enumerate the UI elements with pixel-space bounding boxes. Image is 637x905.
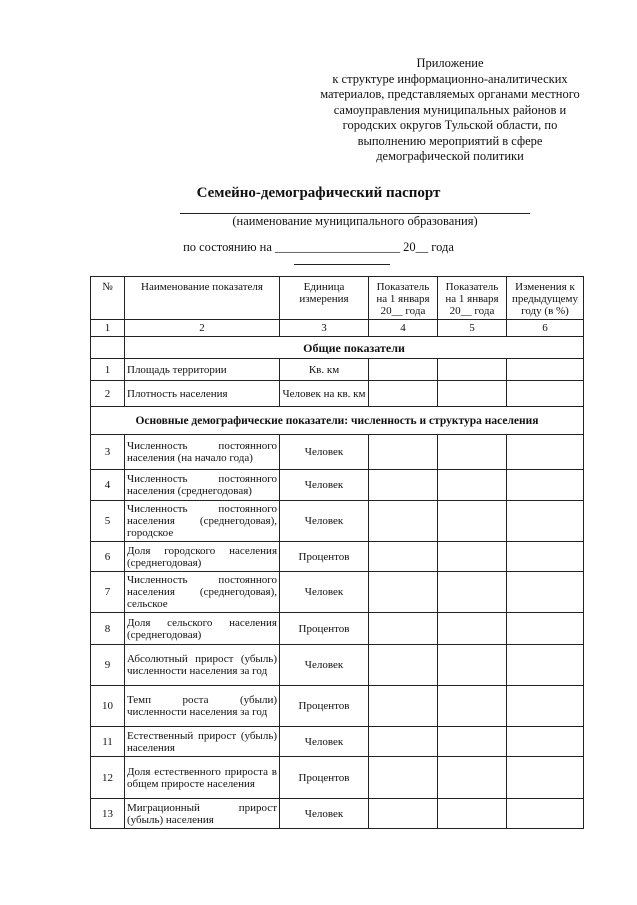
table-row xyxy=(91,470,584,501)
value-cell xyxy=(369,613,438,645)
table-row xyxy=(91,435,584,470)
section-title: Основные демографические показатели: численность и структура населения xyxy=(91,407,584,435)
column-number: 6 xyxy=(507,320,584,337)
indicator-unit: Человек xyxy=(280,572,369,613)
indicator-unit: Человек на кв. км xyxy=(280,381,369,407)
indicator-unit: Процентов xyxy=(280,686,369,727)
table-row xyxy=(91,686,584,727)
section-row-general xyxy=(91,337,584,359)
column-number-row xyxy=(91,320,584,337)
indicator-unit: Человек xyxy=(280,799,369,829)
value-cell xyxy=(369,470,438,501)
date-underline xyxy=(294,264,390,265)
empty-cell xyxy=(91,337,125,359)
indicator-unit: Человек xyxy=(280,727,369,757)
header-value-2: Показатель на 1 января 20__ года xyxy=(438,277,507,320)
row-number: 3 xyxy=(91,435,125,470)
value-cell xyxy=(507,686,584,727)
value-cell xyxy=(438,501,507,542)
passport-table xyxy=(90,276,584,829)
row-number: 7 xyxy=(91,572,125,613)
indicator-unit: Человек xyxy=(280,435,369,470)
value-cell xyxy=(438,645,507,686)
appendix-line: городских округов Тульской области, по xyxy=(342,118,558,132)
value-cell xyxy=(507,572,584,613)
column-number: 3 xyxy=(280,320,369,337)
indicator-name: Миграционный прирост (убыль) населения xyxy=(125,799,280,829)
value-cell xyxy=(507,470,584,501)
table-row xyxy=(91,359,584,381)
row-number: 8 xyxy=(91,613,125,645)
value-cell xyxy=(438,572,507,613)
appendix-line: к структуре информационно-аналитических xyxy=(332,71,568,86)
table-row xyxy=(91,727,584,757)
value-cell xyxy=(369,381,438,407)
table-row xyxy=(91,645,584,686)
value-cell xyxy=(507,757,584,799)
value-cell xyxy=(438,799,507,829)
value-cell xyxy=(438,359,507,381)
value-cell xyxy=(438,542,507,572)
appendix-line: самоуправления муниципальных районов и xyxy=(333,102,567,117)
row-number: 5 xyxy=(91,501,125,542)
value-cell xyxy=(369,799,438,829)
value-cell xyxy=(438,381,507,407)
value-cell xyxy=(507,613,584,645)
appendix-line: Приложение xyxy=(416,56,484,70)
table-row xyxy=(91,542,584,572)
indicator-unit: Человек xyxy=(280,501,369,542)
date-line: по состоянию на ____________________ 20__ года xyxy=(183,240,454,254)
appendix-line: демографической политики xyxy=(376,149,524,163)
column-number: 5 xyxy=(438,320,507,337)
table-row xyxy=(91,757,584,799)
value-cell xyxy=(507,381,584,407)
row-number: 1 xyxy=(91,359,125,381)
indicator-name: Плотность населения xyxy=(125,381,280,407)
document-title: Семейно-демографический паспорт xyxy=(196,185,441,201)
municipality-caption: (наименование муниципального образования) xyxy=(232,214,478,228)
column-number: 4 xyxy=(369,320,438,337)
indicator-name: Численность постоянного населения (среднегодовая), городское xyxy=(125,501,280,542)
value-cell xyxy=(438,470,507,501)
indicator-unit: Процентов xyxy=(280,613,369,645)
row-number: 2 xyxy=(91,381,125,407)
indicator-unit: Процентов xyxy=(280,757,369,799)
value-cell xyxy=(507,435,584,470)
header-change: Изменения к предыдущему году (в %) xyxy=(507,277,584,320)
table-row xyxy=(91,572,584,613)
row-number: 9 xyxy=(91,645,125,686)
value-cell xyxy=(507,501,584,542)
value-cell xyxy=(507,542,584,572)
table-row xyxy=(91,613,584,645)
value-cell xyxy=(369,572,438,613)
row-number: 13 xyxy=(91,799,125,829)
indicator-name: Численность постоянного населения (среднегодовая) xyxy=(125,470,280,501)
indicator-name: Доля городского населения (среднегодовая) xyxy=(125,542,280,572)
indicator-name: Естественный прирост (убыль) населения xyxy=(125,727,280,757)
header-unit: Единица измерения xyxy=(280,277,369,320)
appendix-line: материалов, представляемых органами местного xyxy=(320,87,580,101)
section-row-main xyxy=(91,407,584,435)
value-cell xyxy=(507,727,584,757)
indicator-unit: Кв. км xyxy=(280,359,369,381)
value-cell xyxy=(507,799,584,829)
value-cell xyxy=(507,645,584,686)
value-cell xyxy=(369,686,438,727)
indicator-name: Абсолютный прирост (убыль) численности населения за год xyxy=(125,645,280,686)
indicator-name: Темп роста (убыли) численности населения за год xyxy=(125,686,280,727)
indicator-unit: Человек xyxy=(280,470,369,501)
table-header-row xyxy=(91,277,584,320)
value-cell xyxy=(369,501,438,542)
value-cell xyxy=(438,613,507,645)
indicator-name: Численность постоянного населения (среднегодовая), сельское xyxy=(125,572,280,613)
row-number: 11 xyxy=(91,727,125,757)
value-cell xyxy=(438,727,507,757)
indicator-unit: Процентов xyxy=(280,542,369,572)
header-indicator-name: Наименование показателя xyxy=(125,277,280,320)
row-number: 6 xyxy=(91,542,125,572)
value-cell xyxy=(369,542,438,572)
column-number: 1 xyxy=(91,320,125,337)
header-number: № xyxy=(91,277,125,320)
column-number: 2 xyxy=(125,320,280,337)
value-cell xyxy=(369,757,438,799)
table-row xyxy=(91,501,584,542)
indicator-name: Численность постоянного населения (на начало года) xyxy=(125,435,280,470)
value-cell xyxy=(369,727,438,757)
value-cell xyxy=(369,359,438,381)
value-cell xyxy=(369,645,438,686)
header-value-1: Показатель на 1 января 20__ года xyxy=(369,277,438,320)
value-cell xyxy=(369,435,438,470)
value-cell xyxy=(507,359,584,381)
value-cell xyxy=(438,757,507,799)
indicator-name: Площадь территории xyxy=(125,359,280,381)
indicator-name: Доля естественного прироста в общем приросте населения xyxy=(125,757,280,799)
row-number: 4 xyxy=(91,470,125,501)
table-row xyxy=(91,799,584,829)
appendix-line: выполнению мероприятий в сфере xyxy=(357,133,543,148)
value-cell xyxy=(438,686,507,727)
indicator-unit: Человек xyxy=(280,645,369,686)
row-number: 10 xyxy=(91,686,125,727)
table-row xyxy=(91,381,584,407)
indicator-name: Доля сельского населения (среднегодовая) xyxy=(125,613,280,645)
section-title: Общие показатели xyxy=(125,337,584,359)
appendix-note xyxy=(300,56,600,165)
row-number: 12 xyxy=(91,757,125,799)
value-cell xyxy=(438,435,507,470)
